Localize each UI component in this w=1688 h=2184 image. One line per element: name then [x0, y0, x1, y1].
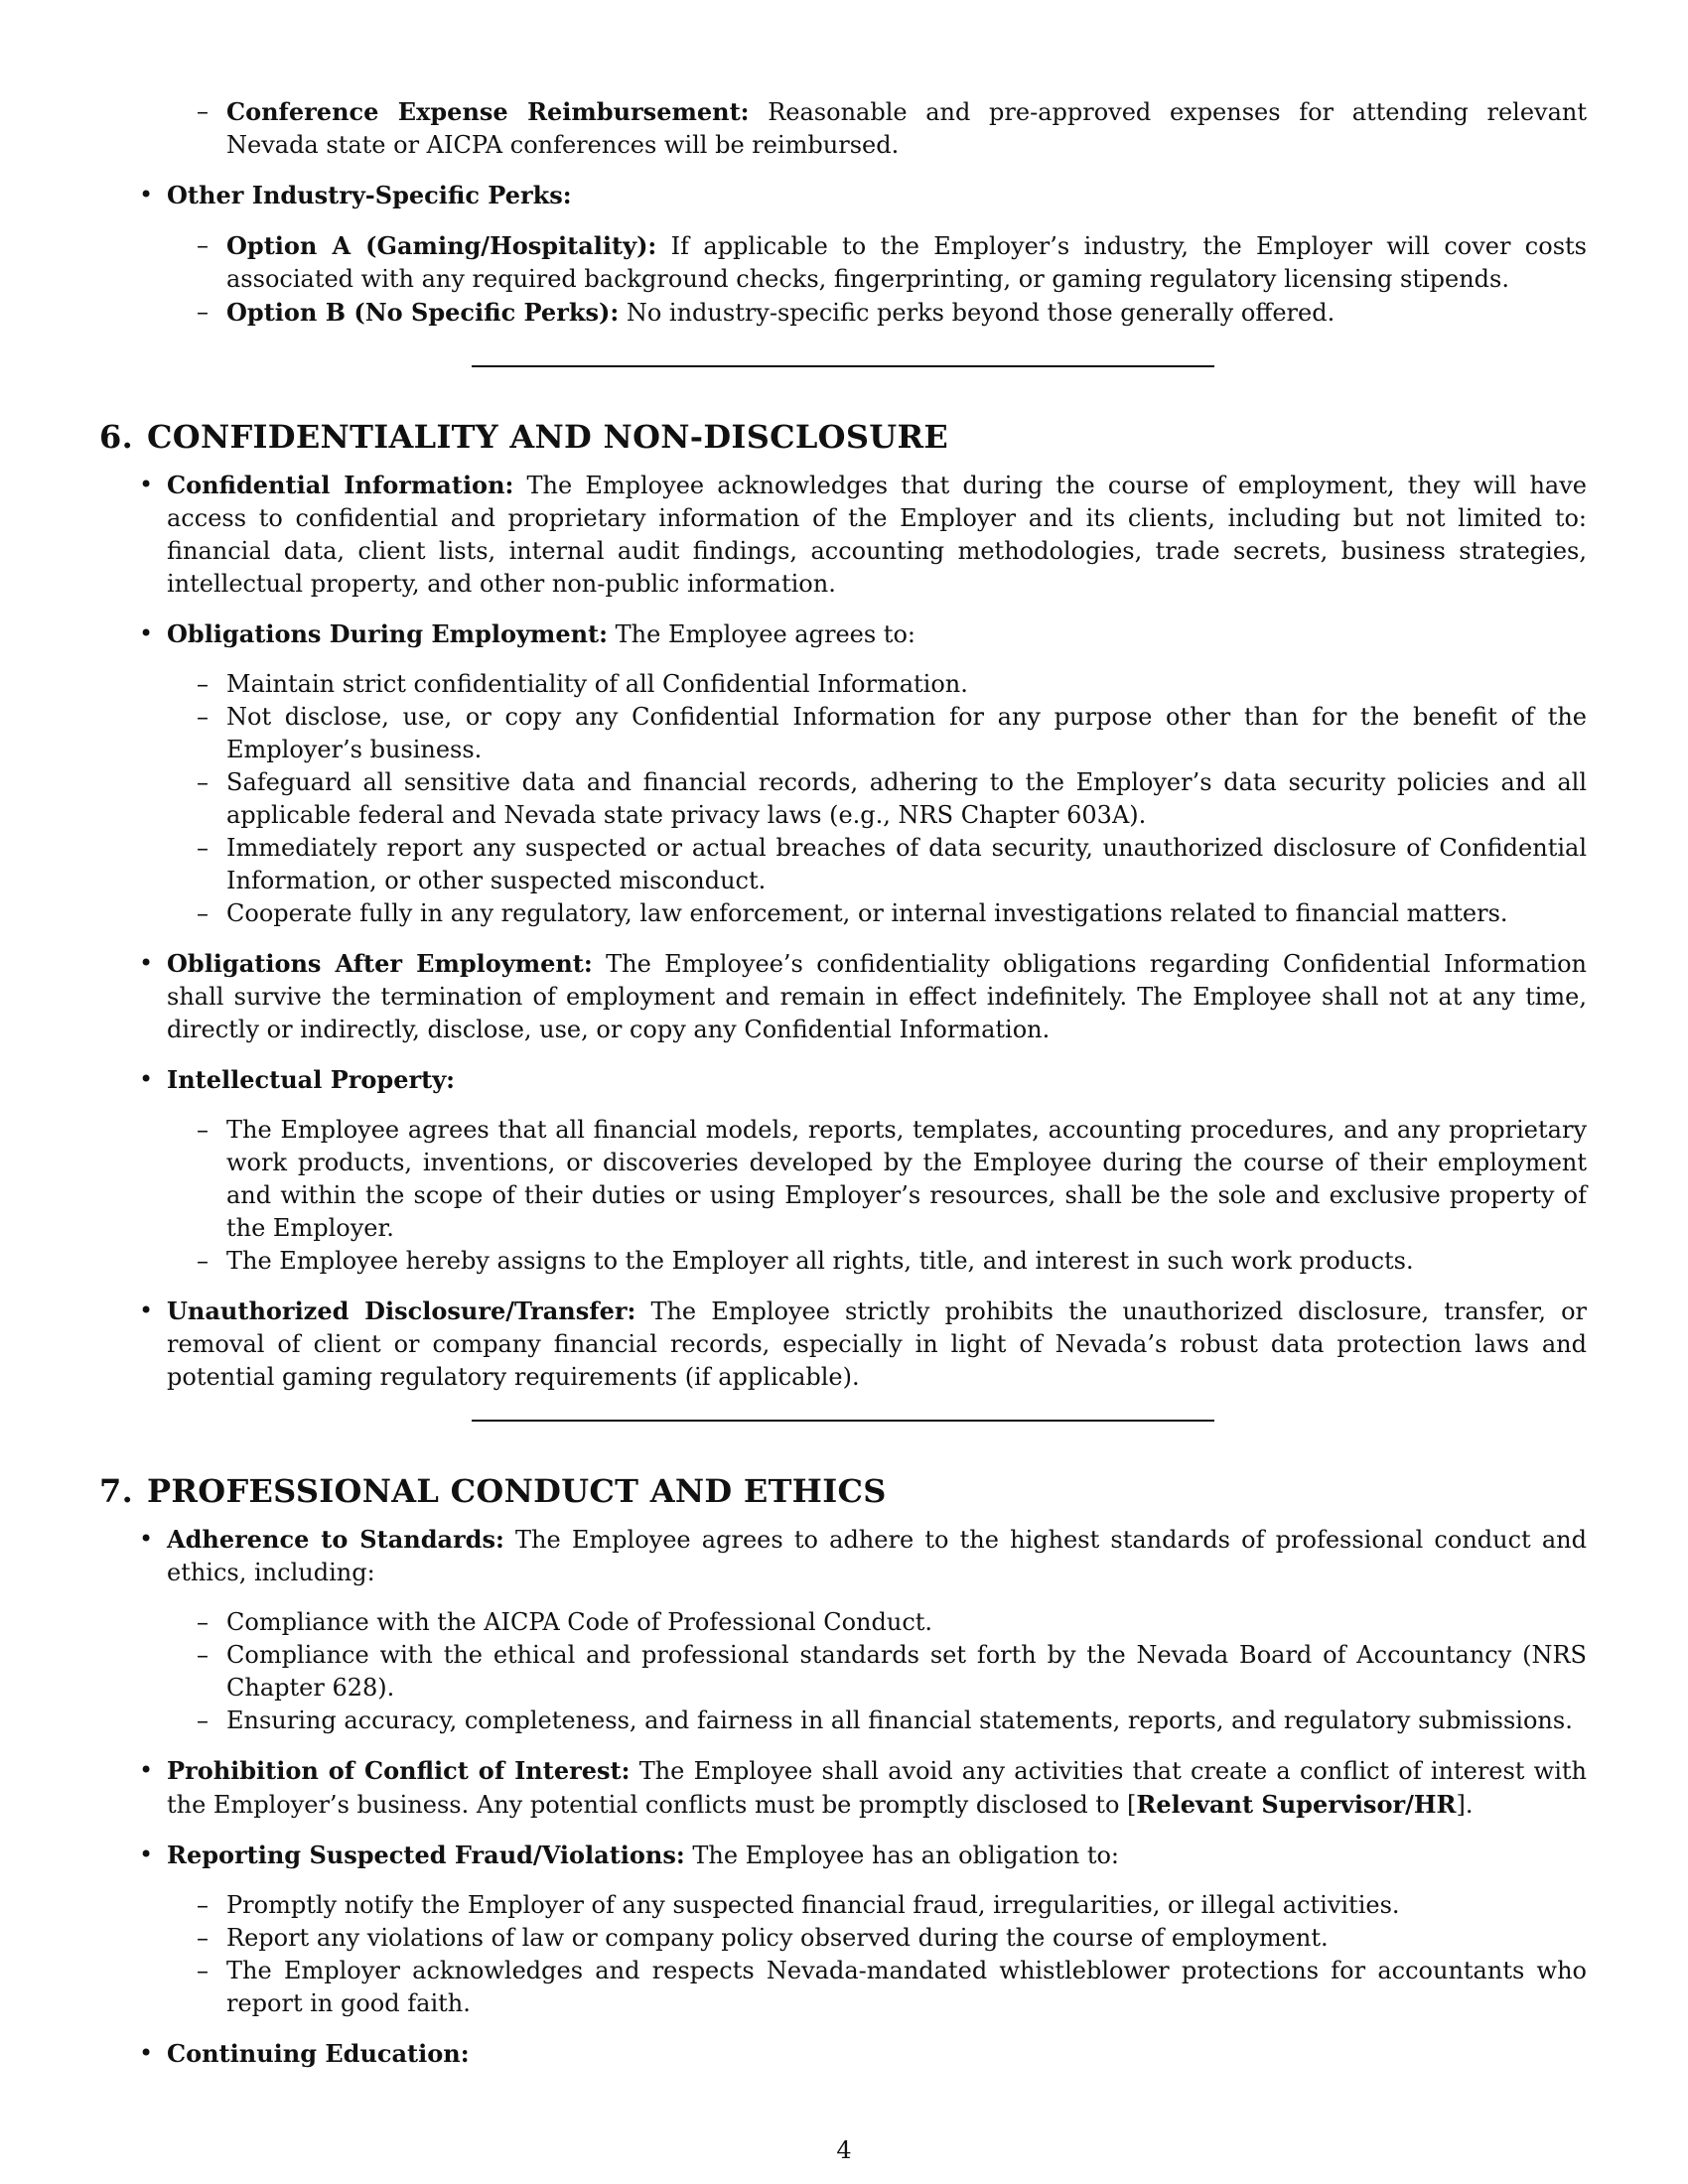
- conflict-of-interest-item: • Prohibition of Conflict of Interest: The Employee shall avoid any activities that create a conflict of interest with the Employer’s business. Any potential conflicts must be promptly disclosed to [Relevant Supervisor/HR].: [167, 1754, 1587, 1822]
- fraud-text: The Employee has an obligation to:: [692, 1842, 1119, 1869]
- conflict-text: The Employee shall avoid any activities that create a conflict of interest with the Employer’s business. Any potential conflicts must be promptly disclosed to: [167, 1757, 1587, 1819]
- obligations-after-item: [167, 947, 1587, 1046]
- unauthorized-disclosure-heading: Unauthorized Disclosure/Transfer:: [167, 1297, 636, 1325]
- conference-text: Reasonable and pre-approved expenses for attending relevant Nevada state or AICPA conferences will be reimbursed.: [226, 98, 1588, 159]
- confidential-info-heading: Confidential Information:: [167, 471, 514, 499]
- obligations-during-sublist: [167, 668, 1587, 930]
- list-item: – Report any violations of law or company policy observed during the course of employment.: [226, 1922, 1587, 1955]
- list-item: – Safeguard all sensitive data and financial records, adhering to the Employer’s data security policies and all applicable federal and Nevada state privacy laws (e.g., NRS Chapter 603A).: [226, 766, 1587, 832]
- section-6-heading: [99, 417, 1587, 457]
- perk-option-a-heading: Option A (Gaming/Hospitality):: [226, 231, 657, 260]
- list-item: – Promptly notify the Employer of any suspected financial fraud, irregularities, or illegal activities.: [226, 1889, 1587, 1922]
- conference-item: [167, 95, 1587, 162]
- perks-list: [99, 179, 1587, 330]
- perk-option-b-heading: Option B (No Specific Perks):: [226, 298, 620, 327]
- section-7-title: PROFESSIONAL CONDUCT AND ETHICS: [147, 1472, 887, 1510]
- list-item: – The Employer acknowledges and respects Nevada-mandated whistleblower protections for accountants who report in good faith.: [226, 1955, 1587, 2020]
- standards-text: The Employee agrees to adhere to the highest standards of professional conduct and ethics, including:: [167, 1526, 1587, 1586]
- perks-item: [167, 179, 1587, 330]
- list-item: – Maintain strict confidentiality of all Confidential Information.: [226, 668, 1587, 701]
- list-item: – Cooperate fully in any regulatory, law enforcement, or internal investigations related to financial matters.: [226, 897, 1587, 930]
- benefits-list-continued: [99, 95, 1587, 162]
- perk-option-a: [226, 229, 1587, 296]
- list-item: – Ensuring accuracy, completeness, and fairness in all financial statements, reports, and regulatory submissions.: [226, 1705, 1587, 1737]
- page-number: 4: [836, 2136, 852, 2164]
- standards-heading: Adherence to Standards:: [167, 1525, 504, 1554]
- continuing-education-item: [167, 2037, 1587, 2071]
- section-7-number: 7.: [99, 1472, 134, 1510]
- perk-option-b: [226, 296, 1587, 330]
- list-item: – Compliance with the AICPA Code of Professional Conduct.: [226, 1606, 1587, 1639]
- standards-sublist: [167, 1606, 1587, 1737]
- fraud-sublist: [167, 1889, 1587, 2020]
- conflict-placeholder: Relevant Supervisor/HR: [1136, 1790, 1457, 1819]
- obligations-after-text: The Employee’s confidentiality obligations regarding Confidential Information shall survive the termination of employment and remain in effect indefinitely. The Employee shall not at any time, directly or indirectly, disclose, use, or copy any Confidential Information.: [167, 950, 1587, 1043]
- continuing-education-heading: Continuing Education:: [167, 2039, 470, 2068]
- obligations-during-text: The Employee agrees to:: [615, 620, 915, 648]
- conflict-heading: Prohibition of Conflict of Interest:: [167, 1756, 631, 1785]
- list-item: – The Employee hereby assigns to the Employer all rights, title, and interest in such work products.: [226, 1245, 1587, 1278]
- list-item: – The Employee agrees that all financial models, reports, templates, accounting procedures, and any proprietary work products, inventions, or discoveries developed by the Employee during the course of their employment and within the scope of their duties or using Employer’s resources, shall be the sole and exclusive property of the Employer.: [226, 1114, 1587, 1245]
- section-divider: [472, 1420, 1214, 1422]
- section-7-heading: [99, 1471, 1587, 1511]
- fraud-reporting-item: [167, 1839, 1587, 2020]
- list-item: – Immediately report any suspected or actual breaches of data security, unauthorized disclosure of Confidential Information, or other suspected misconduct.: [226, 832, 1587, 897]
- unauthorized-disclosure-item: [167, 1295, 1587, 1394]
- section-6-list: [99, 469, 1587, 1394]
- unauthorized-disclosure-text: The Employee strictly prohibits the unauthorized disclosure, transfer, or removal of client or company financial records, especially in light of Nevada’s robust data protection laws and potential gaming regulatory requirements (if applicable).: [167, 1297, 1587, 1391]
- intellectual-property-item: [167, 1063, 1587, 1278]
- section-6-title: CONFIDENTIALITY AND NON-DISCLOSURE: [147, 418, 949, 456]
- list-item: – Not disclose, use, or copy any Confidential Information for any purpose other than for the benefit of the Employer’s business.: [226, 701, 1587, 766]
- perks-heading: Other Industry-Specific Perks:: [167, 181, 572, 209]
- perk-option-b-text: No industry-specific perks beyond those generally offered.: [626, 299, 1336, 327]
- conference-heading: Conference Expense Reimbursement:: [226, 97, 750, 126]
- perk-option-a-text: If applicable to the Employer’s industry, the Employer will cover costs associated with any required background checks, fingerprinting, or gaming regulatory licensing stipends.: [226, 232, 1587, 293]
- section-7-list: [99, 1523, 1587, 2071]
- conference-expense-item: [226, 95, 1587, 162]
- intellectual-property-sublist: [167, 1114, 1587, 1278]
- obligations-during-heading: Obligations During Employment:: [167, 619, 608, 648]
- section-6-number: 6.: [99, 418, 134, 456]
- perks-sublist: [167, 229, 1587, 330]
- conference-sublist: [167, 95, 1587, 162]
- obligations-after-heading: Obligations After Employment:: [167, 949, 593, 978]
- confidential-info-text: The Employee acknowledges that during the course of employment, they will have access to confidential and proprietary information of the Employer and its clients, including but not limited to: financial data, client lists, internal audit findings, accounting methodologies, trade secrets, business strategies, intellectual property, and other non-public information.: [167, 472, 1587, 598]
- list-item: – Compliance with the ethical and professional standards set forth by the Nevada Board of Accountancy (NRS Chapter 628).: [226, 1639, 1587, 1705]
- fraud-heading: Reporting Suspected Fraud/Violations:: [167, 1841, 685, 1869]
- obligations-during-item: [167, 617, 1587, 930]
- confidential-info-item: [167, 469, 1587, 601]
- intellectual-property-heading: Intellectual Property:: [167, 1065, 455, 1094]
- section-divider: [472, 365, 1214, 367]
- standards-item: [167, 1523, 1587, 1737]
